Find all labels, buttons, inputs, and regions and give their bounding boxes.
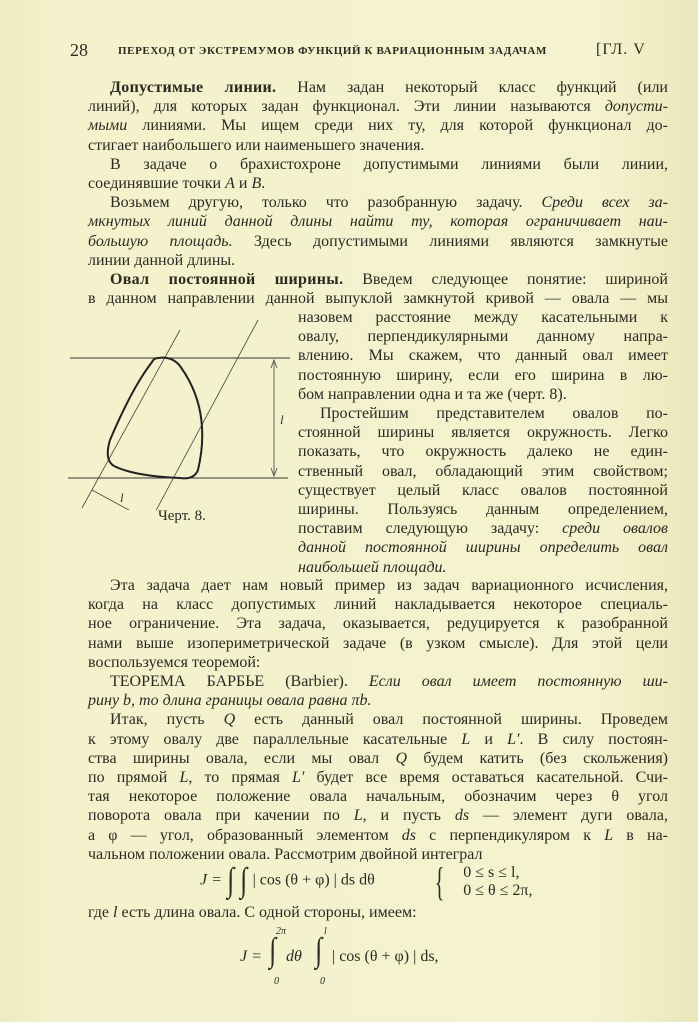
italic-text: мыми — [88, 117, 128, 135]
paragraph-heading: Допустимые линии. — [110, 79, 277, 96]
text-segment: поворота овала при качении по — [88, 807, 354, 825]
text-line — [88, 672, 668, 691]
text-segment: к этому овалу две параллельные касательные — [88, 730, 462, 748]
italic-text: ds — [401, 826, 416, 844]
text-line — [298, 442, 668, 461]
formula-double-integral — [200, 862, 375, 900]
text-segment: Здесь допустимыми линиями являются замкнутые — [232, 232, 668, 250]
text-segment: бом направлении одна и та же (черт. 8). — [298, 385, 567, 403]
text-line — [88, 576, 668, 595]
text-line — [88, 97, 668, 116]
text-line — [298, 308, 668, 327]
text-line — [88, 78, 668, 97]
figure-constant-width-oval — [62, 300, 302, 510]
text-segment: тая некоторое положение овала начальным, обозначим через θ угол — [88, 788, 668, 806]
integral-sign: ∫ — [315, 932, 323, 969]
text-line — [298, 519, 668, 538]
integral-sign: ∫ — [240, 862, 248, 899]
text-line — [88, 845, 668, 864]
paragraph-heading: Овал постоянной ширины. — [110, 271, 344, 288]
where-line — [88, 904, 668, 922]
diagonal-dimension-line — [92, 490, 162, 510]
text-line — [88, 116, 668, 135]
italic-text: данной постоянной ширины определить овал — [298, 539, 668, 557]
text-segment: , то прямая — [188, 769, 292, 786]
text-segment: с перпендикуляром к — [415, 826, 605, 844]
text-segment: ширины. Пользуясь данным определением, — [298, 501, 668, 518]
text-segment: линиями. Мы ищем среди них ту, для которой функционал до- — [127, 117, 668, 135]
inner-upper-limit: l — [324, 926, 327, 937]
italic-text: L — [604, 826, 614, 844]
text-segment: линии данной длины. — [88, 251, 236, 269]
text-line — [298, 538, 668, 557]
italic-text: Q — [223, 711, 236, 729]
slanted-tangent-left — [82, 330, 180, 508]
condition-s: 0 ≤ s ≤ l, — [463, 863, 520, 881]
text-segment: ное ограничение. Эта задача, оказывается, редуцируется к разобранной — [88, 615, 668, 633]
text-segment: стоянной ширины является окружность. Легко — [298, 424, 668, 442]
text-segment: , и пусть — [362, 807, 455, 825]
text-line — [88, 826, 668, 845]
text-segment: есть данный овал постоянной ширины. Проведем — [235, 711, 668, 729]
text-line — [88, 251, 668, 270]
text-segment: — элемент дуги овала, — [469, 807, 669, 825]
slanted-tangent-right — [152, 320, 258, 510]
text-line — [88, 691, 668, 710]
brace: { — [434, 859, 445, 904]
formula-lhs: J = — [200, 871, 222, 889]
italic-text: Среди всех за- — [541, 194, 668, 212]
text-segment: и — [470, 730, 508, 748]
formula-integrand: | cos (θ + φ) | ds dθ — [252, 871, 375, 889]
text-segment: ственный овал, обладающий этим свойством; — [298, 462, 668, 480]
italic-text: A — [225, 175, 235, 192]
condition-theta: 0 ≤ θ ≤ 2π, — [463, 881, 533, 899]
text-segment: соединявшие точки — [88, 175, 226, 192]
text-segment: Итак, пусть — [110, 711, 224, 729]
text-segment: в на- — [613, 826, 668, 844]
width-label: l — [280, 412, 284, 427]
text-line — [88, 136, 668, 155]
text-segment: а φ — угол, образованный элементом — [88, 826, 402, 844]
italic-text: допусти- — [604, 98, 668, 116]
italic-text: ds — [454, 807, 470, 825]
text-segment: в данном направлении данной выпуклой замкнутой кривой — овала — мы — [88, 290, 668, 308]
text-segment: Возьмем другую, только что разобранную задачу. — [110, 194, 542, 212]
text-segment: влению. Мы скажем, что данный овал имеет — [298, 347, 668, 365]
text-line — [88, 730, 668, 749]
text-line — [298, 500, 668, 519]
text-line — [88, 653, 668, 672]
page-number: 28 — [70, 40, 88, 60]
text-segment: стигает наибольшего или наименьшего значения. — [88, 136, 425, 154]
text-line — [298, 346, 668, 365]
text-segment: Введем следующее понятие: шириной — [343, 271, 668, 288]
italic-text: L′ — [291, 769, 305, 786]
text-line — [298, 481, 668, 500]
italic-text: большую площадь. — [88, 232, 233, 250]
text-segment: . — [261, 175, 266, 192]
italic-text: рину b, то длина границы овала равна πb. — [88, 692, 372, 710]
italic-text: L — [353, 807, 363, 825]
text-line — [298, 327, 668, 346]
text-segment: и — [234, 175, 252, 192]
text-segment: будем катить (без скольжения) — [407, 749, 669, 767]
italic-text: мкнутых линий данной длины найти ту, которая ограничивает наи- — [88, 213, 668, 231]
text-line — [88, 193, 668, 212]
text-segment: Эта задача дает нам новый пример из задач вариационного исчисления, — [110, 577, 668, 594]
text-line — [298, 385, 668, 404]
italic-text: L′ — [507, 730, 520, 748]
formula-conditions — [430, 858, 533, 905]
text-line — [88, 614, 668, 633]
inner-lower-limit: 0 — [320, 976, 325, 987]
integral-sign: ∫ — [227, 862, 235, 899]
text-line — [298, 366, 668, 385]
text-segment: чальном положении овала. Рассмотрим двойной интеграл — [88, 845, 483, 863]
text-line — [298, 404, 668, 423]
text-line — [88, 270, 668, 289]
diagonal-label: l — [120, 490, 124, 505]
outer-differential: dθ — [286, 948, 302, 965]
text-segment: будет все время оставаться касательной. Счи- — [304, 769, 669, 786]
text-line — [88, 710, 668, 729]
text-line — [88, 806, 668, 825]
chapter-label: [ГЛ. V — [596, 41, 646, 58]
text-line — [298, 558, 668, 577]
italic-text: L — [179, 769, 189, 786]
formula-lhs: J = — [240, 948, 262, 965]
text-segment: когда на класс допустимых линий накладывается некоторое специаль- — [88, 596, 668, 614]
text-line — [88, 634, 668, 653]
text-segment: существует целый класс овалов постоянной — [298, 481, 668, 499]
text-line — [88, 768, 668, 787]
outer-upper-limit: 2π — [276, 926, 287, 937]
text-line — [88, 155, 668, 174]
text-line — [88, 595, 668, 614]
text-segment: нами выше изопериметрической задаче (в узком смысле). Для этой цели — [88, 634, 668, 652]
text-segment: ства ширины овала, если мы овал — [88, 749, 396, 767]
integral-sign: ∫ — [269, 932, 277, 969]
text-segment: воспользуемся теоремой: — [88, 653, 261, 671]
text-segment: линий), для которых задан функционал. Эти линии называются — [88, 98, 605, 116]
where-text: где — [88, 904, 114, 921]
text-segment: поставим следующую задачу: — [298, 520, 563, 538]
italic-text: наибольшей площади. — [298, 558, 447, 576]
text-line — [298, 423, 668, 442]
italic-text: Если овал имеет постоянную ши- — [368, 673, 669, 690]
running-head: ПЕРЕХОД ОТ ЭКСТРЕМУМОВ ФУНКЦИЙ К ВАРИАЦИОННЫМ ЗАДАЧАМ — [118, 45, 547, 57]
italic-text: среди овалов — [562, 520, 668, 538]
text-line — [88, 749, 668, 768]
where-var: l — [113, 904, 118, 921]
text-line — [88, 212, 668, 231]
text-segment: . В силу постоян- — [519, 730, 669, 748]
text-line — [88, 787, 668, 806]
text-segment: показать, что окружность далеко не един- — [298, 443, 668, 461]
where-text: есть длина овала. С одной стороны, имеем: — [117, 904, 417, 921]
text-segment: назовем расстояние между касательными к — [298, 309, 668, 326]
text-segment: Простейшим представителем овалов по- — [320, 405, 668, 422]
text-segment: В задаче о брахистохроне допустимыми линиями были линии, — [110, 155, 668, 173]
text-segment: Нам задан некоторый класс функций (или — [276, 79, 668, 96]
text-segment: по прямой — [88, 769, 180, 786]
text-segment: ТЕОРЕМА БАРБЬЕ (Barbier). — [110, 673, 369, 690]
text-line — [88, 232, 668, 251]
text-line — [298, 462, 668, 481]
italic-text: Q — [395, 749, 408, 767]
text-line — [88, 174, 668, 193]
italic-text: B — [251, 175, 262, 192]
text-segment: постоянную ширину, если его ширина в лю- — [298, 366, 668, 384]
figure-caption: Черт. 8. — [158, 508, 206, 524]
outer-lower-limit: 0 — [274, 976, 279, 987]
formula-integrand: | cos (θ + φ) | ds, — [332, 948, 439, 965]
text-segment: овалу, перпендикулярными данному напра- — [298, 328, 668, 346]
italic-text: L — [461, 730, 471, 748]
formula-iterated-integral — [240, 926, 500, 990]
